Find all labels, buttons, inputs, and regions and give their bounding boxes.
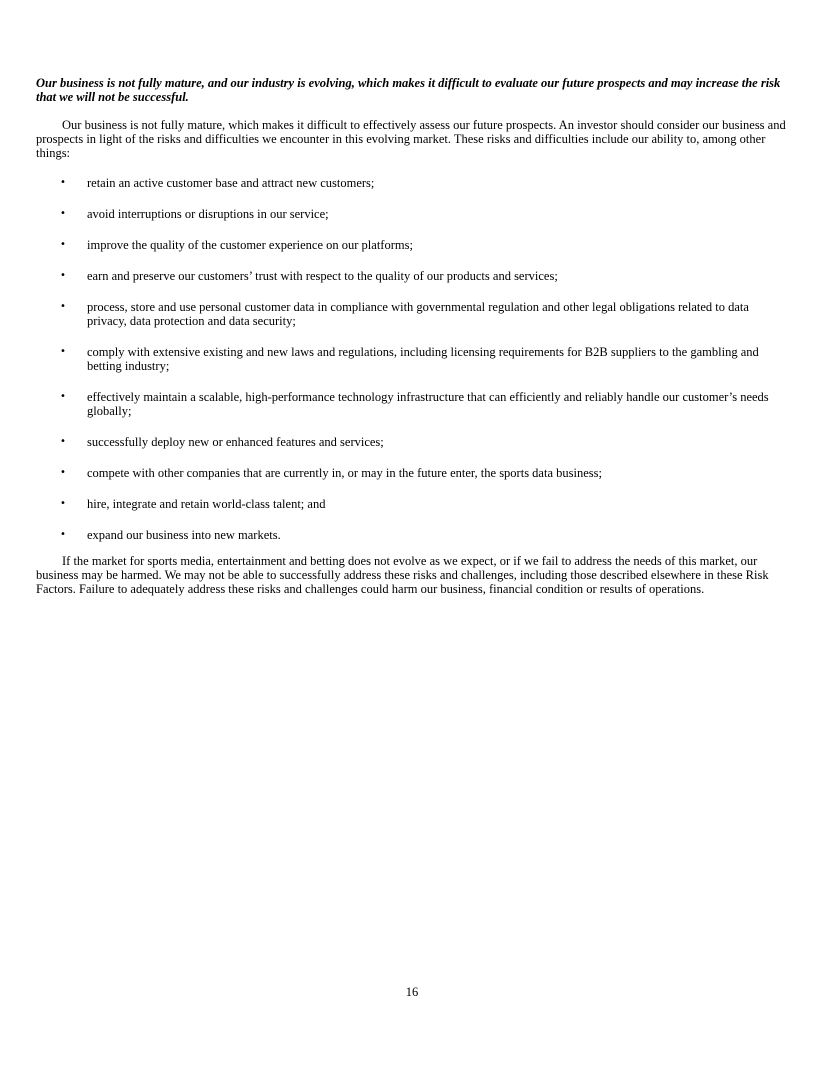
document-page <box>36 76 788 596</box>
list-item <box>36 435 788 449</box>
list-item <box>36 269 788 283</box>
list-item <box>36 497 788 511</box>
list-item-text: avoid interruptions or disruptions in our service; <box>87 207 329 221</box>
list-item <box>36 466 788 480</box>
bullet-icon: • <box>60 346 66 357</box>
list-item <box>36 207 788 221</box>
list-item-text: successfully deploy new or enhanced features and services; <box>87 435 384 449</box>
bullet-icon: • <box>60 301 66 312</box>
closing-paragraph: If the market for sports media, entertainment and betting does not evolve as we expect, or if we fail to address the needs of this market, our business may be harmed. We may not be able to successfully address these risks and challenges, including those described elsewhere in these Risk Factors. Failure to adequately address these risks and challenges could harm our business, financial condition or results of operations. <box>36 554 769 596</box>
list-item <box>36 345 788 373</box>
list-item <box>36 300 788 328</box>
bullet-icon: • <box>60 239 66 250</box>
bullet-icon: • <box>60 391 66 402</box>
list-item-text: earn and preserve our customers’ trust with respect to the quality of our products and services; <box>87 269 558 283</box>
risk-factor-heading: Our business is not fully mature, and our industry is evolving, which makes it difficult to evaluate our future prospects and may increase the risk that we will not be successful. <box>36 76 781 104</box>
bullet-icon: • <box>60 177 66 188</box>
list-item-text: process, store and use personal customer data in compliance with governmental regulation and other legal obligations related to data privacy, data protection and data security; <box>87 300 749 328</box>
intro-paragraph: Our business is not fully mature, which makes it difficult to effectively assess our future prospects. An investor should consider our business and prospects in light of the risks and difficulties we encounter in this evolving market. These risks and difficulties include our ability to, among other things: <box>36 118 786 160</box>
list-item-text: hire, integrate and retain world-class talent; and <box>87 497 326 511</box>
list-item <box>36 528 788 542</box>
list-item <box>36 238 788 252</box>
bullet-icon: • <box>60 467 66 478</box>
list-item-text: effectively maintain a scalable, high-performance technology infrastructure that can efficiently and reliably handle our customer’s needs globally; <box>87 390 769 418</box>
list-item-text: compete with other companies that are currently in, or may in the future enter, the sports data business; <box>87 466 602 480</box>
bullet-icon: • <box>60 436 66 447</box>
page-number: 16 <box>405 985 419 999</box>
bullet-icon: • <box>60 208 66 219</box>
bullet-icon: • <box>60 529 66 540</box>
list-item-text: retain an active customer base and attract new customers; <box>87 176 375 190</box>
list-item <box>36 390 788 418</box>
list-item-text: expand our business into new markets. <box>87 528 281 542</box>
bullet-icon: • <box>60 270 66 281</box>
list-item-text: improve the quality of the customer experience on our platforms; <box>87 238 413 252</box>
list-item-text: comply with extensive existing and new laws and regulations, including licensing requirements for B2B suppliers to the gambling and betting industry; <box>87 345 759 373</box>
bullet-icon: • <box>60 498 66 509</box>
list-item <box>36 176 788 190</box>
risk-list <box>36 176 788 542</box>
